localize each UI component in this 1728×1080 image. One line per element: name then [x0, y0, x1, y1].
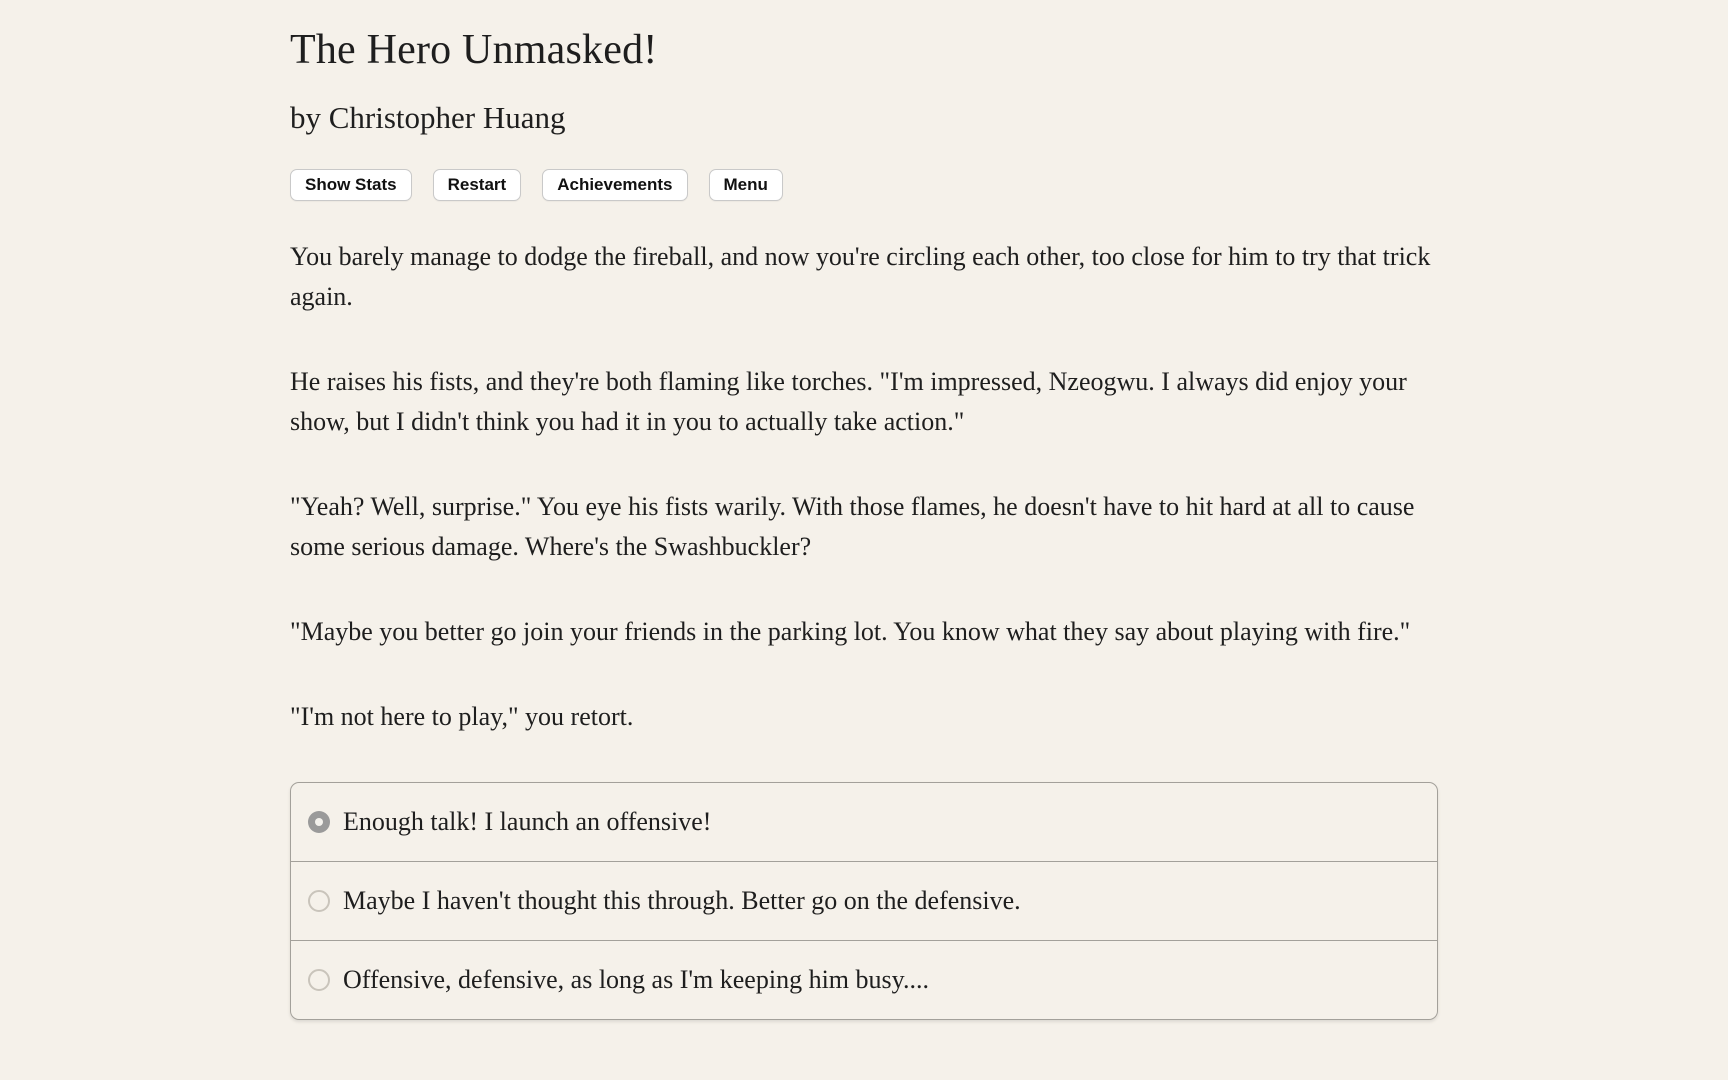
radio-unselected-icon[interactable]	[308, 890, 330, 912]
toolbar	[290, 169, 1438, 201]
page-title: The Hero Unmasked!	[290, 27, 658, 73]
choice-option-label: Offensive, defensive, as long as I'm keeping him busy....	[343, 965, 929, 994]
choice-option-offensive[interactable]	[291, 783, 1437, 861]
story-paragraph: "Yeah? Well, surprise." You eye his fists warily. With those flames, he doesn't have to hit hard at all to cause some serious damage. Where's the Swashbuckler?	[290, 492, 1415, 561]
choice-option-keep-busy[interactable]	[291, 940, 1437, 1019]
choice-option-label: Enough talk! I launch an offensive!	[343, 807, 712, 836]
choice-option-defensive[interactable]	[291, 861, 1437, 940]
story-paragraph: He raises his fists, and they're both flaming like torches. "I'm impressed, Nzeogwu. I always did enjoy your show, but I didn't think you had it in you to actually take action."	[290, 367, 1407, 436]
author-byline: by Christopher Huang	[290, 100, 566, 135]
show-stats-button[interactable]: Show Stats	[290, 169, 412, 201]
restart-button[interactable]: Restart	[433, 169, 522, 201]
choice-list	[290, 782, 1438, 1020]
achievements-button[interactable]: Achievements	[542, 169, 687, 201]
story-paragraph: "Maybe you better go join your friends in the parking lot. You know what they say about playing with fire."	[290, 617, 1411, 646]
radio-selected-icon[interactable]	[308, 811, 330, 833]
menu-button[interactable]: Menu	[709, 169, 783, 201]
story-paragraph: "I'm not here to play," you retort.	[290, 702, 634, 731]
choice-option-label: Maybe I haven't thought this through. Better go on the defensive.	[343, 886, 1021, 915]
story-paragraph: You barely manage to dodge the fireball, and now you're circling each other, too close for him to try that trick again.	[290, 242, 1431, 311]
game-page	[290, 0, 1438, 1020]
story-text	[290, 237, 1438, 737]
radio-unselected-icon[interactable]	[308, 969, 330, 991]
